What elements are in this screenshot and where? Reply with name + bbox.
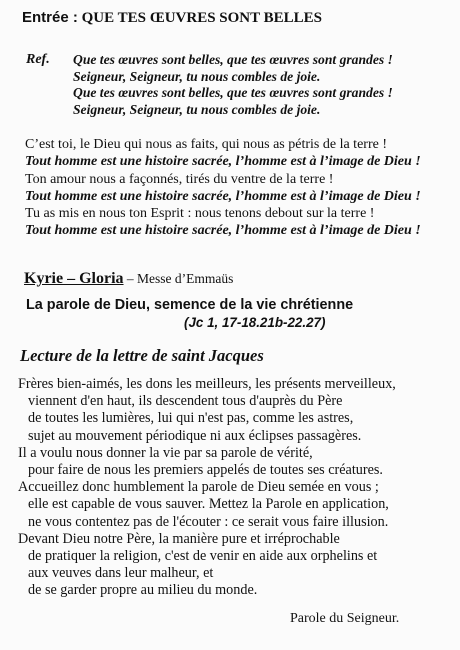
reading-line: ne vous contentez pas de l'écouter : ce serait vous faire illusion. — [28, 513, 389, 530]
refrain-label: Ref. — [26, 52, 50, 67]
reading-line: Il a voulu nous donner la vie par sa parole de vérité, — [18, 444, 313, 461]
refrain-lines — [73, 52, 393, 118]
verse-response-line: Tout homme est une histoire sacrée, l’homme est à l’image de Dieu ! — [25, 223, 421, 239]
hymn-title: QUE TES ŒUVRES SONT BELLES — [81, 10, 322, 26]
reading-line: de pratiquer la religion, c'est de venir en aide aux orphelins et — [28, 547, 378, 564]
reading-line: elle est capable de vous sauver. Mettez la Parole en application, — [28, 496, 389, 513]
reading-line: sujet au mouvement périodique ni aux éclipses passagères. — [28, 427, 362, 444]
reading-heading: La parole de Dieu, semence de la vie chrétienne — [26, 297, 354, 313]
refrain-line: Que tes œuvres sont belles, que tes œuvres sont grandes ! — [73, 52, 393, 67]
reading-line: Accueillez donc humblement la parole de Dieu semée en vous ; — [18, 479, 379, 496]
reading-text — [18, 376, 396, 599]
refrain-line: Seigneur, Seigneur, tu nous combles de joie. — [73, 68, 321, 84]
verses-block — [25, 137, 421, 241]
refrain-line: Seigneur, Seigneur, tu nous combles de joie. — [73, 101, 321, 117]
reading-line: aux veuves dans leur malheur, et — [28, 565, 214, 582]
reading-line: Frères bien-aimés, les dons les meilleurs, les présents merveilleux, — [18, 376, 396, 392]
refrain-line: Que tes œuvres sont belles, que tes œuvres sont grandes ! — [73, 85, 393, 100]
entrance-hymn-heading — [22, 9, 322, 27]
verse-line: Ton amour nous a façonnés, tirés du ventre de la terre ! — [25, 171, 334, 187]
reading-line: Devant Dieu notre Père, la manière pure et irréprochable — [18, 530, 340, 547]
lecture-title: Lecture de la lettre de saint Jacques — [20, 346, 264, 365]
reading-line: de se garder propre au milieu du monde. — [28, 582, 258, 599]
entrance-label: Entrée : — [22, 9, 78, 26]
verse-line: C’est toi, le Dieu qui nous as faits, qui nous as pétris de la terre ! — [25, 137, 387, 152]
reading-line: de toutes les lumières, lui qui n'est pas, comme les astres, — [28, 410, 354, 427]
verse-response-line: Tout homme est une histoire sacrée, l’homme est à l’image de Dieu ! — [25, 188, 421, 204]
scripture-citation: (Jc 1, 17-18.21b-22.27) — [184, 315, 326, 330]
kyrie-gloria-title: Kyrie – Gloria — [24, 270, 124, 287]
reading-line: viennent d'en haut, ils descendent tous d'auprès du Père — [28, 393, 343, 410]
reading-line: pour faire de nous les premiers appelés de toutes ses créatures. — [28, 461, 383, 478]
closing-acclamation: Parole du Seigneur. — [290, 611, 400, 626]
verse-response-line: Tout homme est une histoire sacrée, l’homme est à l’image de Dieu ! — [25, 154, 421, 170]
verse-line: Tu as mis en nous ton Esprit : nous tenons debout sur la terre ! — [25, 206, 375, 222]
kyrie-gloria-heading — [24, 270, 233, 288]
mass-name: – Messe d’Emmaüs — [123, 271, 234, 286]
